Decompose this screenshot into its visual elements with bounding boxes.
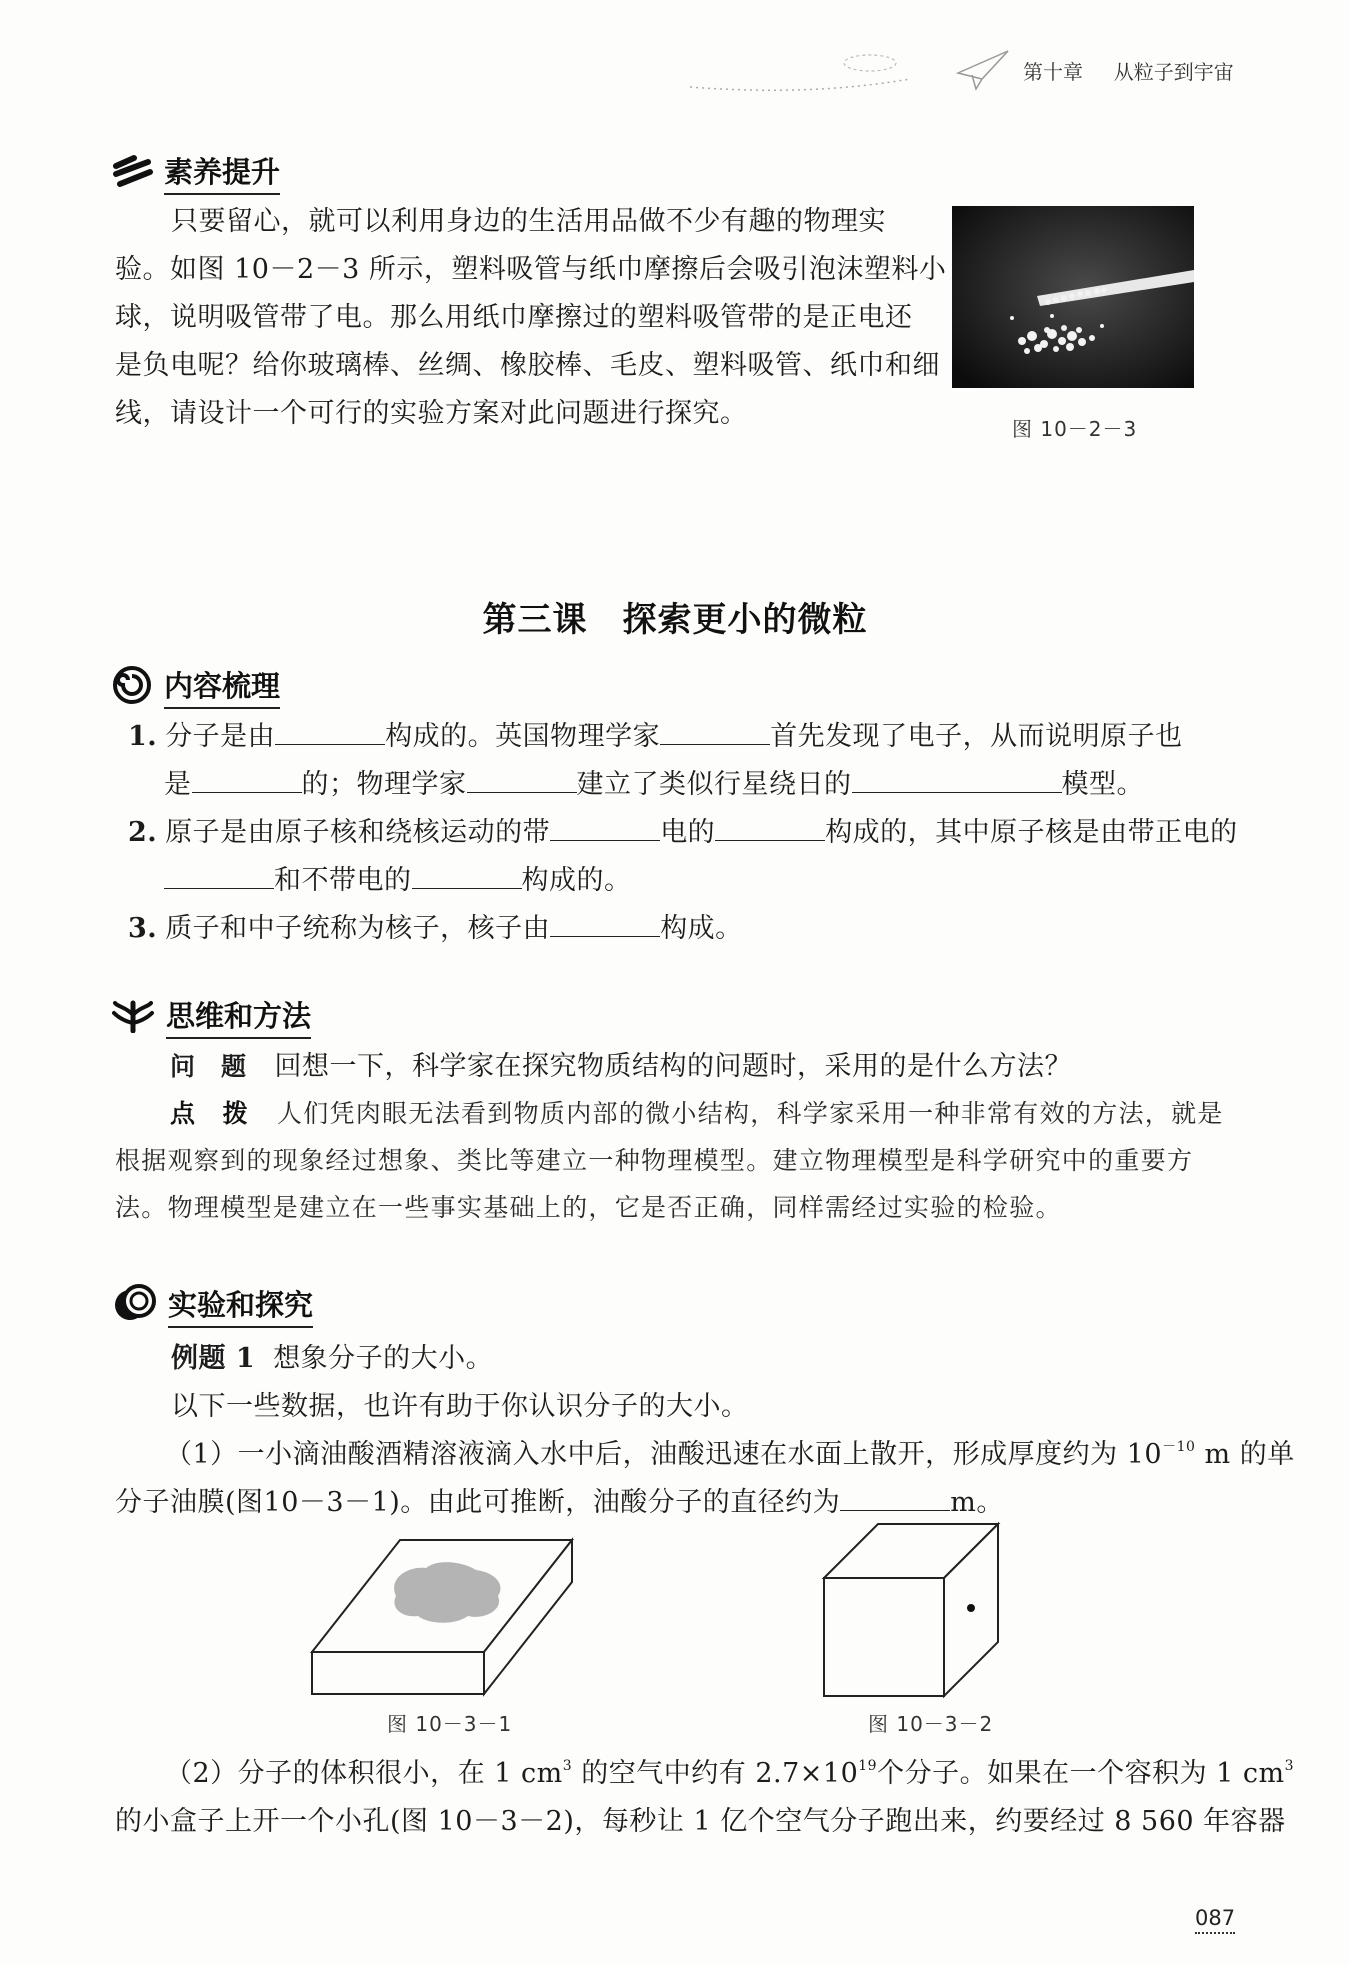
thinking-question	[170, 1043, 1072, 1091]
answer-blank[interactable]	[715, 814, 825, 841]
hint-line-1: 点 拨 人们凭肉眼无法看到物质内部的微小结构，科学家采用一种非常有效的方法，就是	[170, 1099, 1224, 1128]
question-label: 问 题	[170, 1052, 247, 1081]
question-3-line-1: 3. 质子和中子统称为核子，核子由 构成。	[128, 905, 743, 953]
header-chapter	[1023, 56, 1234, 85]
lesson-title: 第三课 探索更小的微粒	[482, 600, 868, 640]
paragraph-line: 线，请设计一个可行的实验方案对此问题进行探究。	[115, 398, 748, 429]
paragraph-2-line-1: （2）分子的体积很小，在 1 $cm^3$ 的空气中约有 $2.7\times 10^{19}$个分子。如果在一个容积为 1 $cm^3$	[165, 1758, 1295, 1789]
question-2-line-2: 和不带电的 构成的。	[164, 857, 632, 905]
answer-blank[interactable]	[412, 862, 522, 889]
experiment-heading	[112, 1282, 313, 1328]
header-decoration	[690, 45, 1020, 95]
chapter-number: 第十章	[1023, 60, 1083, 84]
figure-caption: 图 10－3－1	[387, 1712, 513, 1736]
figure-caption: 图 10－3－2	[868, 1712, 994, 1736]
answer-blank[interactable]	[467, 766, 577, 793]
example-title: 想象分子的大小。	[273, 1343, 494, 1374]
paragraph-line: 球，说明吸管带了电。那么用纸巾摩擦过的塑料吸管带的是正电还	[115, 302, 913, 333]
hint-line-2: 根据观察到的现象经过想象、类比等建立一种物理模型。建立物理模型是科学研究中的重要方	[115, 1146, 1194, 1175]
answer-blank[interactable]	[164, 862, 274, 889]
paragraph-line: 只要留心，就可以利用身边的生活用品做不少有趣的物理实	[171, 206, 886, 237]
question-2-line-1: 2. 原子是由原子核和绕核运动的带 电的 构成的，其中原子核是由带正电的	[128, 809, 1238, 857]
figure-caption: 图 10－2－3	[1012, 417, 1138, 441]
answer-blank[interactable]	[275, 718, 385, 745]
chapter-title: 从粒子到宇宙	[1113, 60, 1234, 84]
content-review-heading	[112, 664, 280, 709]
answer-blank[interactable]	[840, 1484, 950, 1511]
section-literacy-title: 素养提升	[164, 150, 280, 195]
section-literacy-heading	[112, 150, 280, 195]
answer-blank[interactable]	[852, 766, 1062, 793]
hint-line-3: 法。物理模型是建立在一些事实基础上的，它是否正确，同样需经过实验的检验。	[115, 1193, 1062, 1222]
spiral-icon	[112, 665, 152, 709]
thinking-heading	[112, 994, 311, 1039]
experiment-title: 实验和探究	[168, 1283, 313, 1328]
answer-blank[interactable]	[550, 814, 660, 841]
paragraph-1-line-2: 分子油膜(图10－3－1)。由此可推断，油酸分子的直径约为 m。	[115, 1479, 1004, 1527]
paragraph-1-line-1: （1）一小滴油酸酒精溶液滴入水中后，油酸迅速在水面上散开，形成厚度约为 $10^{-10}$ m 的单	[165, 1439, 1295, 1470]
intro-line: 以下一些数据，也许有助于你认识分子的大小。	[171, 1391, 749, 1422]
answer-blank[interactable]	[660, 718, 770, 745]
paragraph-line: 验。如图 10－2－3 所示，塑料吸管与纸巾摩擦后会吸引泡沫塑料小	[115, 254, 947, 285]
page-number: 087	[1195, 1906, 1235, 1934]
box-with-hole-figure	[820, 1520, 1004, 1700]
question-text: 回想一下，科学家在探究物质结构的问题时，采用的是什么方法？	[274, 1051, 1073, 1082]
straw-photo	[952, 206, 1194, 388]
thinking-title: 思维和方法	[166, 994, 311, 1039]
answer-blank[interactable]	[192, 766, 302, 793]
hint-label: 点 拨	[170, 1099, 249, 1128]
sprout-icon	[112, 997, 154, 1037]
question-1-line-1: 1. 分子是由 构成的。英国物理学家 首先发现了电子，从而说明原子也	[128, 713, 1183, 761]
answer-blank[interactable]	[550, 910, 660, 937]
zigzag-icon	[112, 154, 154, 192]
example-line	[171, 1335, 493, 1383]
paragraph-line: 是负电呢？给你玻璃棒、丝绸、橡胶棒、毛皮、塑料吸管、纸巾和细	[115, 350, 940, 381]
question-1-line-2: 是 的；物理学家 建立了类似行星绕日的 模型。	[164, 761, 1144, 809]
example-label: 例题 1	[171, 1343, 256, 1374]
paragraph-2-line-2: 的小盒子上开一个小孔(图 10－3－2)，每秒让 1 亿个空气分子跑出来，约要经过 8 560 年容器	[115, 1806, 1286, 1837]
oil-film-tray-figure	[308, 1536, 576, 1698]
content-review-title: 内容梳理	[164, 664, 280, 709]
circles-icon	[112, 1282, 158, 1328]
